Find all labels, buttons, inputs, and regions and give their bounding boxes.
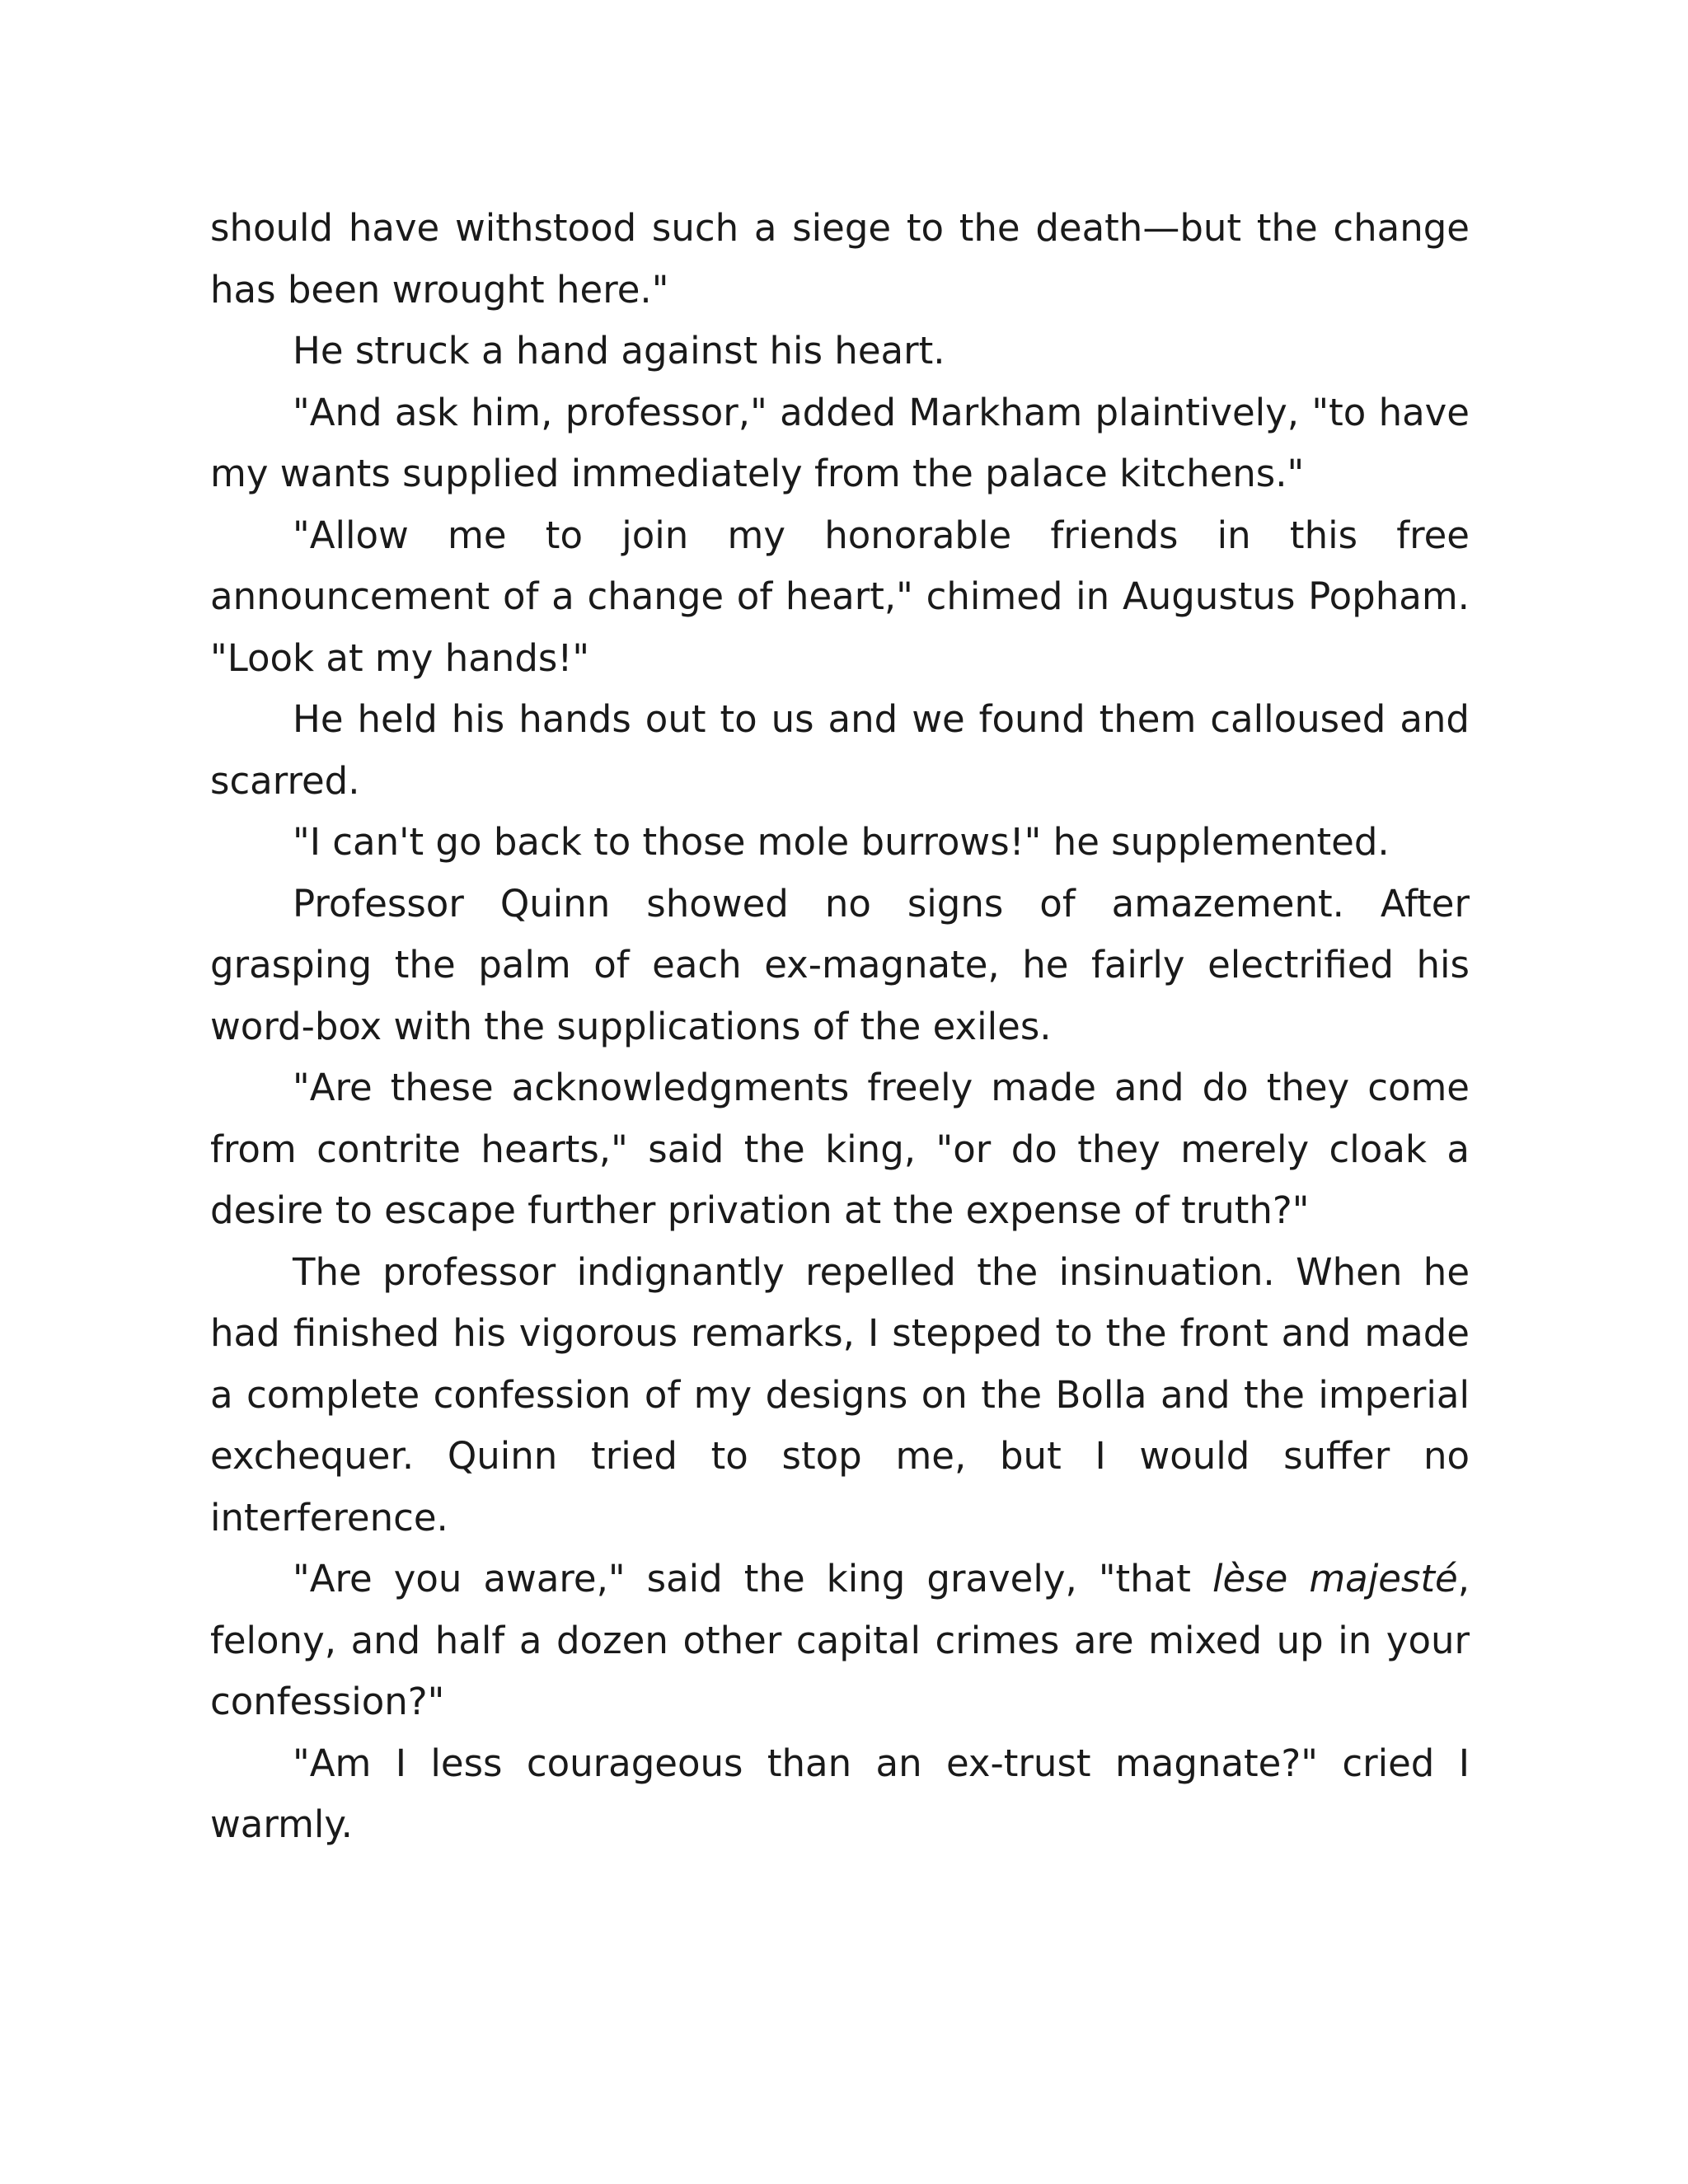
text-run: "Allow me to join my honorable friends in this free announcement of a change of heart," chimed in Augustus Popham. "Look at my hands!" xyxy=(210,513,1470,680)
paragraph xyxy=(210,689,1470,812)
text-run: He held his hands out to us and we found them calloused and scarred. xyxy=(210,697,1470,803)
text-run: "And ask him, professor," added Markham plaintively, "to have my wants supplied immediately from the palace kitchens." xyxy=(210,390,1470,495)
paragraph xyxy=(210,198,1470,321)
text-run: , felony, and half a dozen other capital crimes are mixed up in your confession?" xyxy=(210,1557,1470,1723)
paragraph xyxy=(210,1733,1470,1856)
paragraph xyxy=(210,321,1470,382)
text-run: "Are these acknowledgments freely made and do they come from contrite hearts," said the king, "or do they merely cloak a desire to escape further privation at the expense of truth?" xyxy=(210,1066,1470,1232)
paragraph xyxy=(210,1549,1470,1733)
text-run: He struck a hand against his heart. xyxy=(293,329,945,373)
body-text xyxy=(210,198,1470,1856)
paragraph xyxy=(210,1242,1470,1549)
paragraph xyxy=(210,1057,1470,1242)
text-run: "Are you aware," said the king gravely, "that xyxy=(293,1557,1212,1601)
paragraph xyxy=(210,382,1470,505)
paragraph xyxy=(210,505,1470,690)
text-run: "I can't go back to those mole burrows!" he supplemented. xyxy=(293,820,1390,864)
paragraph xyxy=(210,812,1470,874)
text-run: should have withstood such a siege to the death—but the change has been wrought here." xyxy=(210,206,1470,312)
paragraph xyxy=(210,874,1470,1058)
italic-phrase: lèse majesté xyxy=(1212,1557,1458,1601)
text-run: The professor indignantly repelled the insinuation. When he had finished his vigorous remarks, I stepped to the front and made a complete confession of my designs on the Bolla and the imperial exchequer. Quinn tried to stop me, but I would suffer no interference. xyxy=(210,1249,1470,1540)
text-run: "Am I less courageous than an ex-trust magnate?" cried I warmly. xyxy=(210,1741,1470,1846)
text-run: Professor Quinn showed no signs of amazement. After grasping the palm of each ex-magnate, he fairly electrified his word-box with the supplications of the exiles. xyxy=(210,881,1470,1048)
